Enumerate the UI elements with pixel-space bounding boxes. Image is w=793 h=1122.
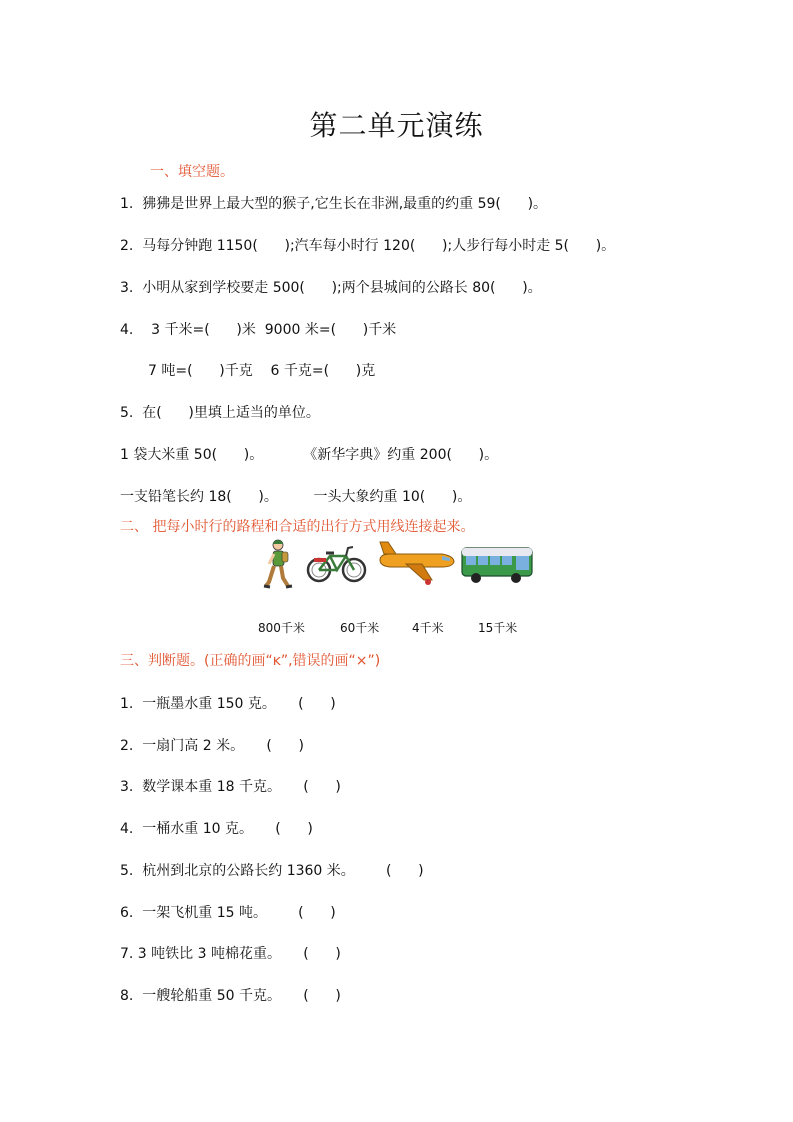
bus-icon — [460, 538, 534, 590]
section-heading-fill-blank: 一、填空题。 — [150, 164, 234, 180]
speed-label: 15千米 — [478, 621, 518, 635]
judge-item: 6. 一架飞机重 15 吨。 ( ) — [120, 905, 336, 921]
judge-item: 3. 数学课本重 18 千克。 ( ) — [120, 779, 341, 795]
question-4-line-2: 7 吨=( )千克 6 千克=( )克 — [148, 363, 376, 379]
speed-label: 60千米 — [340, 621, 380, 635]
judge-item: 5. 杭州到北京的公路长约 1360 米。 ( ) — [120, 863, 424, 879]
speed-label: 4千米 — [412, 621, 444, 635]
question-5-line-1: 1 袋大米重 50( )。 《新华字典》约重 200( )。 — [120, 447, 499, 463]
judge-item: 4. 一桶水重 10 克。 ( ) — [120, 821, 313, 837]
judge-item: 7. 3 吨铁比 3 吨棉花重。 ( ) — [120, 946, 341, 962]
section-heading-true-false: 三、判断题。(正确的画“ĸ”,错误的画“×”) — [120, 653, 381, 669]
speed-label: 800千米 — [258, 621, 305, 635]
judge-item: 1. 一瓶墨水重 150 克。 ( ) — [120, 696, 336, 712]
page-title: 第二单元演练 — [309, 109, 484, 142]
question-5: 5. 在( )里填上适当的单位。 — [120, 405, 320, 421]
question-5-line-2: 一支铅笔长约 18( )。 一头大象约重 10( )。 — [120, 489, 472, 505]
judge-item: 8. 一艘轮船重 50 千克。 ( ) — [120, 988, 341, 1004]
airplane-icon — [376, 538, 456, 590]
question-4-line-1: 4. 3 千米=( )米 9000 米=( )千米 — [120, 322, 397, 338]
bicycle-icon — [306, 538, 368, 590]
transport-images — [262, 538, 542, 590]
question-1: 1. 狒狒是世界上最大型的猴子,它生长在非洲,最重的约重 59( )。 — [120, 196, 548, 212]
judge-item: 2. 一扇门高 2 米。 ( ) — [120, 738, 304, 754]
question-2: 2. 马每分钟跑 1150( );汽车每小时行 120( );人步行每小时走 5( )。 — [120, 238, 616, 254]
walking-person-icon — [262, 538, 296, 590]
section-heading-matching: 二、 把每小时行的路程和合适的出行方式用线连接起来。 — [120, 519, 475, 535]
question-3: 3. 小明从家到学校要走 500( );两个县城间的公路长 80( )。 — [120, 280, 542, 296]
